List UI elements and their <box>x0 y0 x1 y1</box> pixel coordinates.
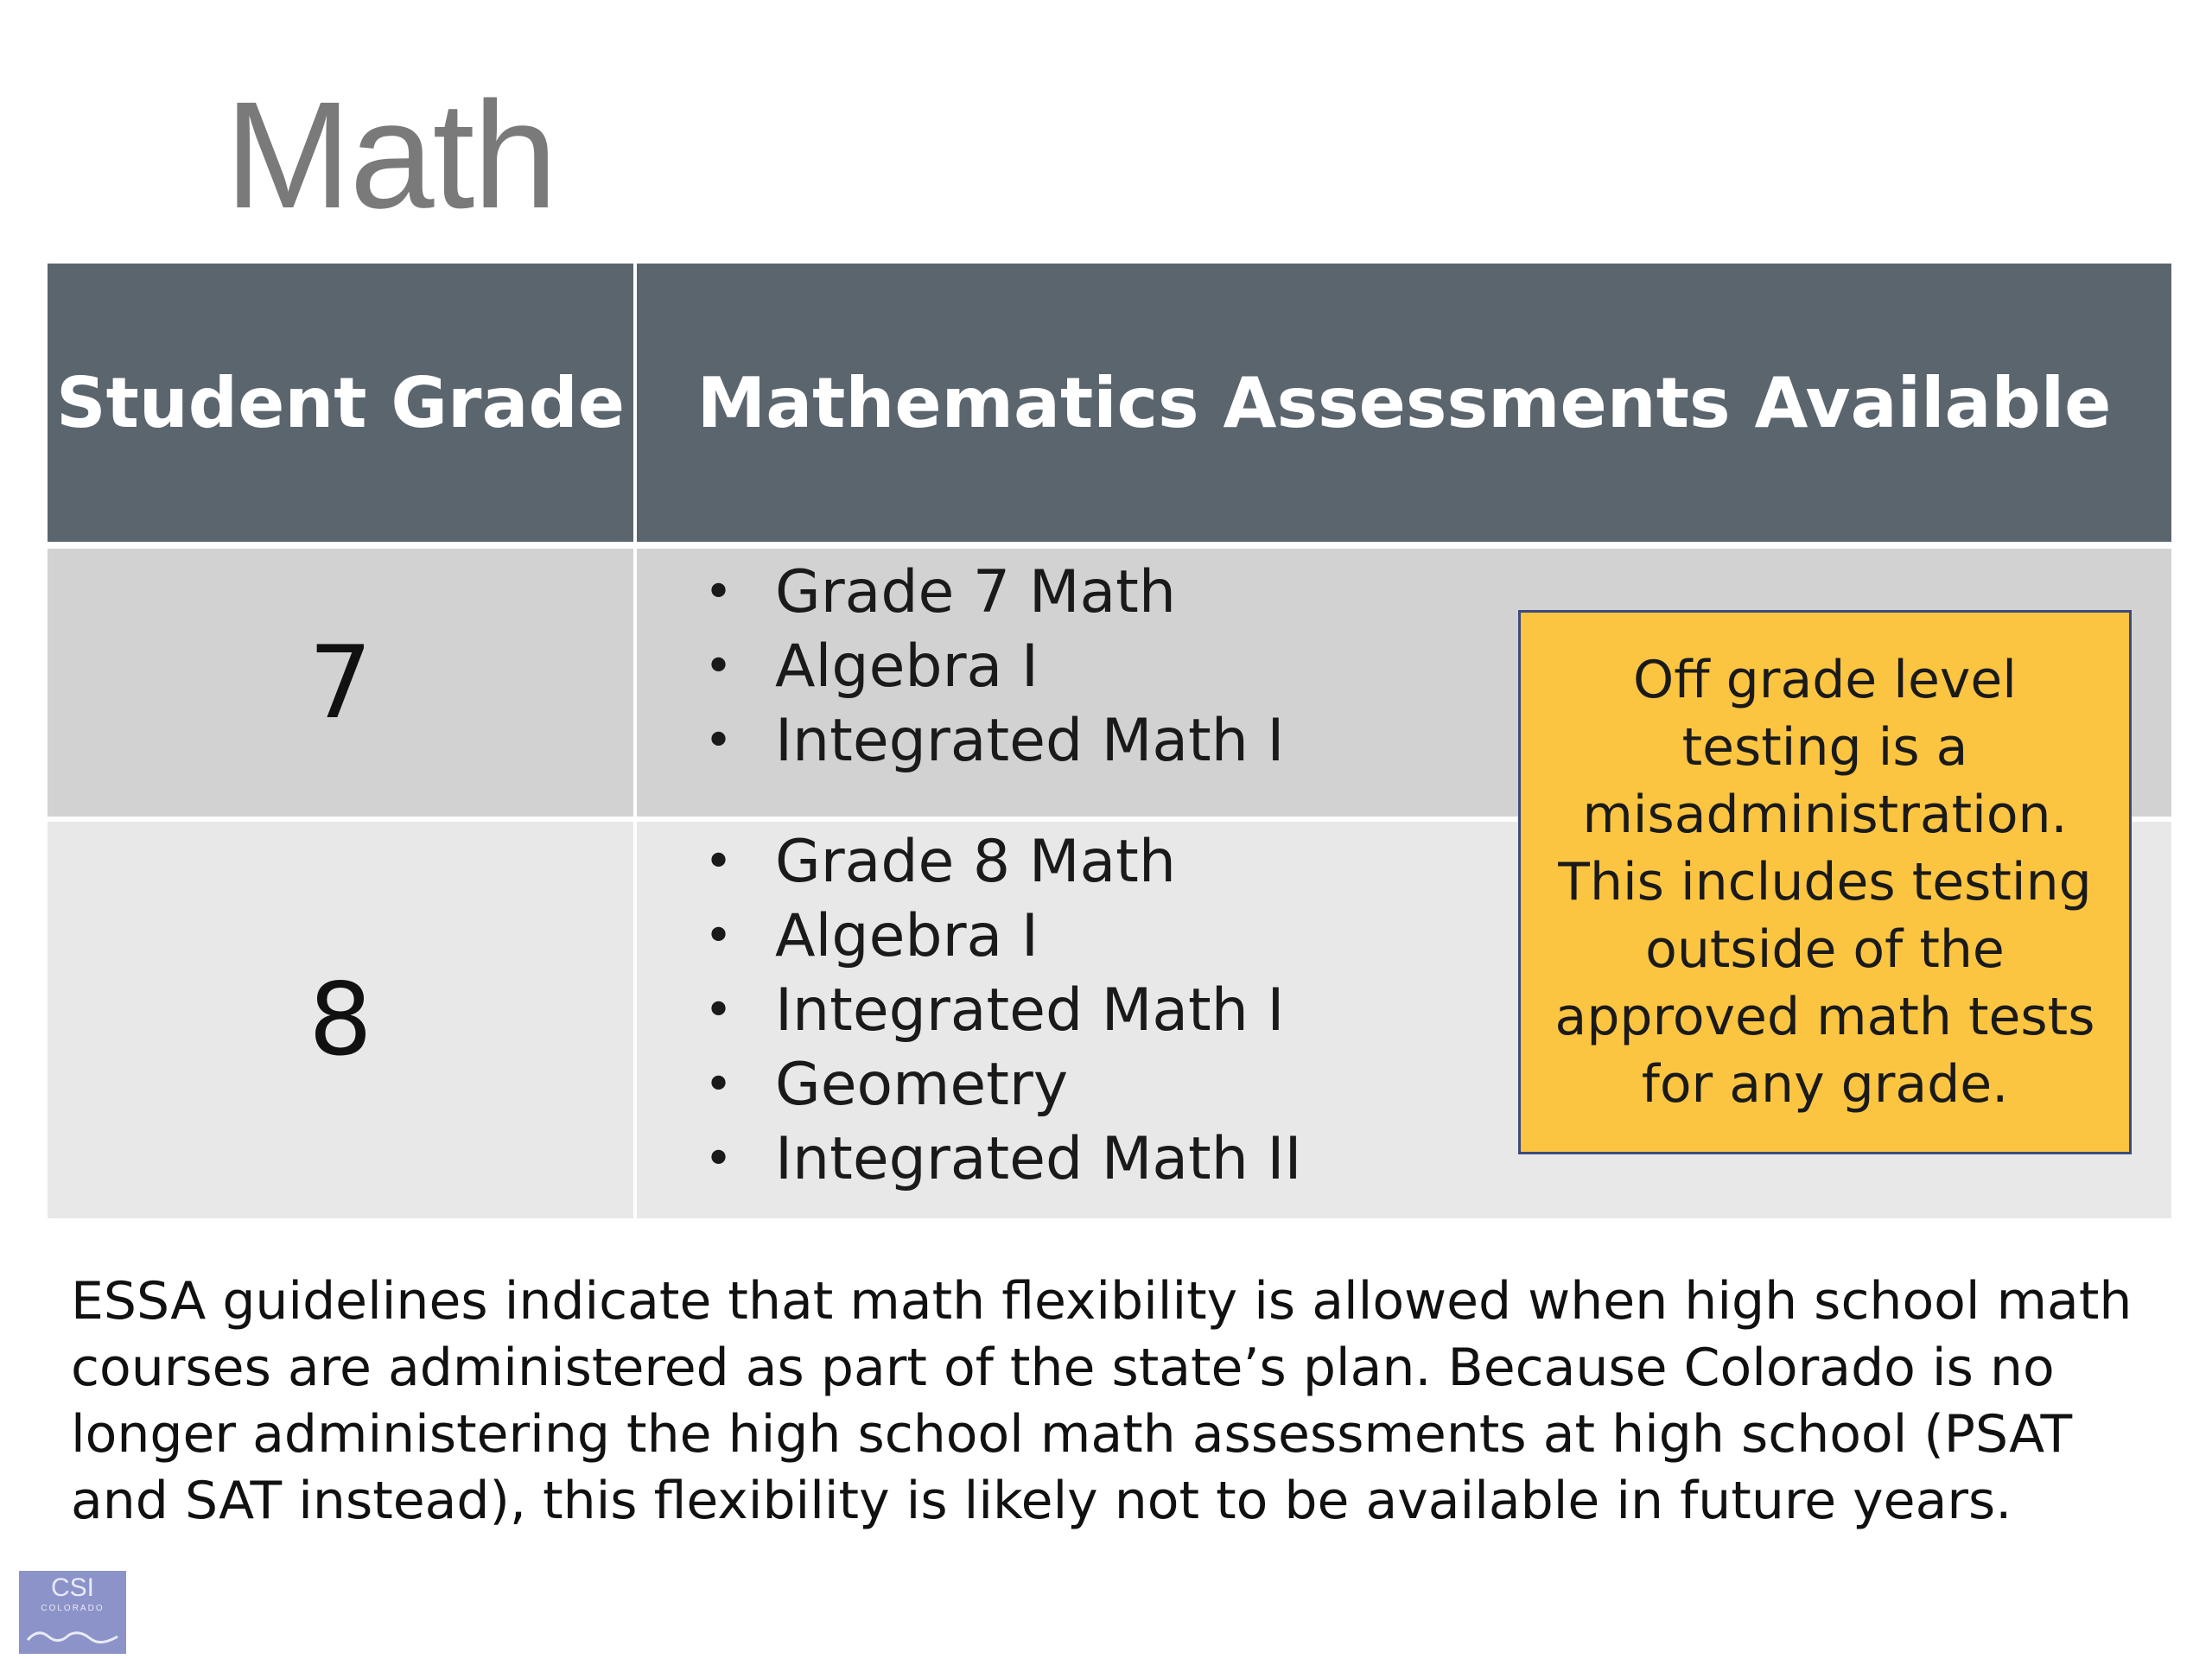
misadministration-callout <box>1518 610 2132 1154</box>
bullet-icon: • <box>704 982 734 1039</box>
assessment-list <box>704 556 1285 779</box>
assessment-name: Integrated Math II <box>775 1125 1302 1193</box>
logo-subtext: COLORADO <box>41 1604 105 1613</box>
list-item <box>704 556 1285 630</box>
list-item <box>704 1048 1302 1122</box>
essa-footnote: ESSA guidelines indicate that math flexibility is allowed when high school math courses are administered as part of the state’s plan. Because Colorado is no longer administering the high school math assessments at high school (PSAT and SAT instead), this flexibility is likely not to be available in future years. <box>71 1271 2133 1531</box>
assessment-name: Grade 8 Math <box>775 828 1176 896</box>
grade-label: 8 <box>308 962 372 1078</box>
list-item <box>704 704 1285 779</box>
csi-colorado-logo <box>19 1571 126 1654</box>
bullet-icon: • <box>704 834 734 890</box>
header-math-assessments: Mathematics Assessments Available <box>637 264 2171 542</box>
mountain-icon <box>26 1623 119 1645</box>
assessment-name: Geometry <box>775 1051 1069 1119</box>
assessment-name: Algebra I <box>775 902 1039 970</box>
assessment-name: Grade 7 Math <box>775 558 1176 626</box>
bullet-icon: • <box>704 908 734 964</box>
assessment-list <box>704 825 1302 1197</box>
assessment-name: Algebra I <box>775 632 1039 701</box>
page-title: Math <box>225 71 556 240</box>
bullet-icon: • <box>704 713 734 769</box>
grade-cell-7 <box>48 549 633 817</box>
list-item <box>704 825 1302 899</box>
assessment-name: Integrated Math I <box>775 976 1285 1045</box>
grade-cell-8 <box>48 822 633 1218</box>
list-item <box>704 630 1285 704</box>
callout-text: Off grade level testing is a misadministration. This includes testing outside of the approved math tests for any grade. <box>1554 650 2095 1115</box>
grade-label: 7 <box>308 624 372 741</box>
list-item <box>704 974 1302 1048</box>
list-item <box>704 899 1302 974</box>
list-item <box>704 1122 1302 1197</box>
bullet-icon: • <box>704 1057 734 1113</box>
bullet-icon: • <box>704 564 734 620</box>
bullet-icon: • <box>704 639 734 695</box>
assessment-name: Integrated Math I <box>775 707 1285 775</box>
header-student-grade: Student Grade <box>48 264 633 542</box>
logo-text: CSI <box>50 1573 94 1602</box>
bullet-icon: • <box>704 1131 734 1187</box>
